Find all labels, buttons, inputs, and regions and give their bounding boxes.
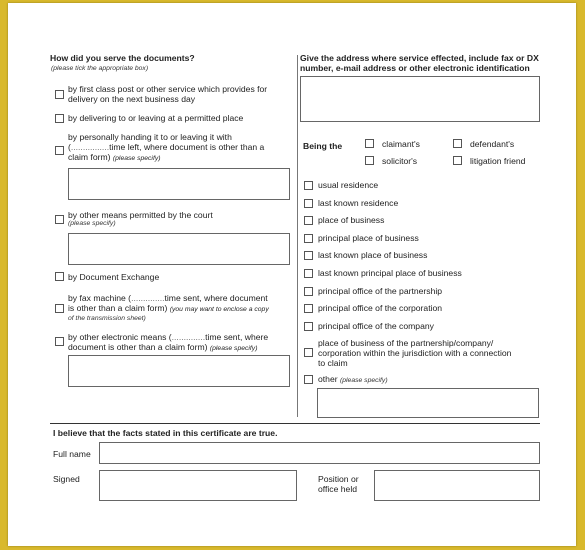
option-personal-handing: by personally handing it to or leaving it with (................time left, where document is other than a claim form) (please specify) [68, 132, 265, 163]
checkbox-principal-office-corporation[interactable] [304, 304, 313, 313]
signature-field[interactable] [99, 470, 297, 501]
place-last-known-principal-place: last known principal place of business [318, 268, 462, 278]
signed-label: Signed [53, 474, 80, 484]
checkbox-fax-machine[interactable] [55, 304, 64, 313]
checkbox-principal-office-company[interactable] [304, 322, 313, 331]
place-usual-residence: usual residence [318, 180, 379, 190]
checkbox-first-class-post[interactable] [55, 90, 64, 99]
option-first-class-post: by first class post or other service which provides for delivery on the next business day [68, 84, 268, 105]
checkbox-solicitors[interactable] [365, 156, 374, 165]
place-principal-office-partnership: principal office of the partnership [318, 286, 443, 296]
checkbox-other-place[interactable] [304, 375, 313, 384]
role-claimants: claimant's [382, 139, 420, 149]
checkbox-last-known-residence[interactable] [304, 199, 313, 208]
personal-handing-details-field[interactable] [68, 168, 290, 200]
place-last-known-place-of-business: last known place of business [318, 250, 428, 260]
left-heading: How did you serve the documents? [50, 53, 195, 63]
checkbox-other-court-means[interactable] [55, 215, 64, 224]
role-solicitors: solicitor's [382, 156, 418, 166]
right-heading: Give the address where service effected, include fax or DX number, e-mail address or other electronic identification [300, 53, 539, 73]
position-label: Position or office held [318, 474, 359, 494]
checkbox-document-exchange[interactable] [55, 272, 64, 281]
role-defendants: defendant's [470, 139, 515, 149]
checkbox-litigation-friend[interactable] [453, 156, 462, 165]
option-other-court-means: by other means permitted by the court (please specify) [68, 210, 213, 228]
checkbox-permitted-place[interactable] [55, 114, 64, 123]
position-field[interactable] [374, 470, 540, 501]
service-address-field[interactable] [300, 76, 540, 122]
fax-time-blank: .............. [131, 293, 165, 303]
left-note: (please tick the appropriate box) [51, 65, 149, 72]
checkbox-place-of-business-jurisdiction[interactable] [304, 348, 313, 357]
full-name-label: Full name [53, 449, 91, 459]
place-other: other (please specify) [318, 374, 388, 384]
place-of-business: place of business [318, 215, 385, 225]
checkbox-principal-place-of-business[interactable] [304, 234, 313, 243]
option-permitted-place: by delivering to or leaving at a permitted place [68, 113, 244, 123]
place-principal-office-company: principal office of the company [318, 321, 434, 331]
other-court-means-field[interactable] [68, 233, 290, 265]
certificate-form [8, 3, 576, 546]
role-litigation-friend: litigation friend [470, 156, 526, 166]
being-the-label: Being the [303, 141, 343, 151]
option-electronic-means: by other electronic means (..............time sent, where document is other than a claim form) (please specify) [68, 332, 269, 353]
statement-divider [50, 423, 540, 424]
checkbox-place-of-business[interactable] [304, 216, 313, 225]
place-principal-office-corporation: principal office of the corporation [318, 303, 443, 313]
checkbox-usual-residence[interactable] [304, 181, 313, 190]
place-last-known-residence: last known residence [318, 198, 399, 208]
checkbox-electronic-means[interactable] [55, 337, 64, 346]
checkbox-claimants[interactable] [365, 139, 374, 148]
other-place-field[interactable] [317, 388, 539, 418]
full-name-field[interactable] [99, 442, 540, 464]
electronic-means-field[interactable] [68, 355, 290, 387]
checkbox-last-known-principal-place[interactable] [304, 269, 313, 278]
checkbox-personal-handing[interactable] [55, 146, 64, 155]
option-document-exchange: by Document Exchange [68, 272, 160, 282]
place-of-business-jurisdiction: place of business of the partnership/company/ corporation within the jurisdiction with a connection to claim [318, 338, 512, 368]
statement-of-truth: I believe that the facts stated in this certificate are true. [53, 428, 278, 438]
option-fax-machine: by fax machine (..............time sent, where document is other than a claim form) (you may want to enclose a copy of the transmission sheet) [68, 293, 269, 323]
checkbox-last-known-place-of-business[interactable] [304, 251, 313, 260]
electronic-time-blank: .............. [171, 332, 206, 342]
checkbox-defendants[interactable] [453, 139, 462, 148]
column-divider [297, 55, 298, 417]
place-principal-place-of-business: principal place of business [318, 233, 419, 243]
checkbox-principal-office-partnership[interactable] [304, 287, 313, 296]
time-blank: ................ [70, 142, 110, 153]
